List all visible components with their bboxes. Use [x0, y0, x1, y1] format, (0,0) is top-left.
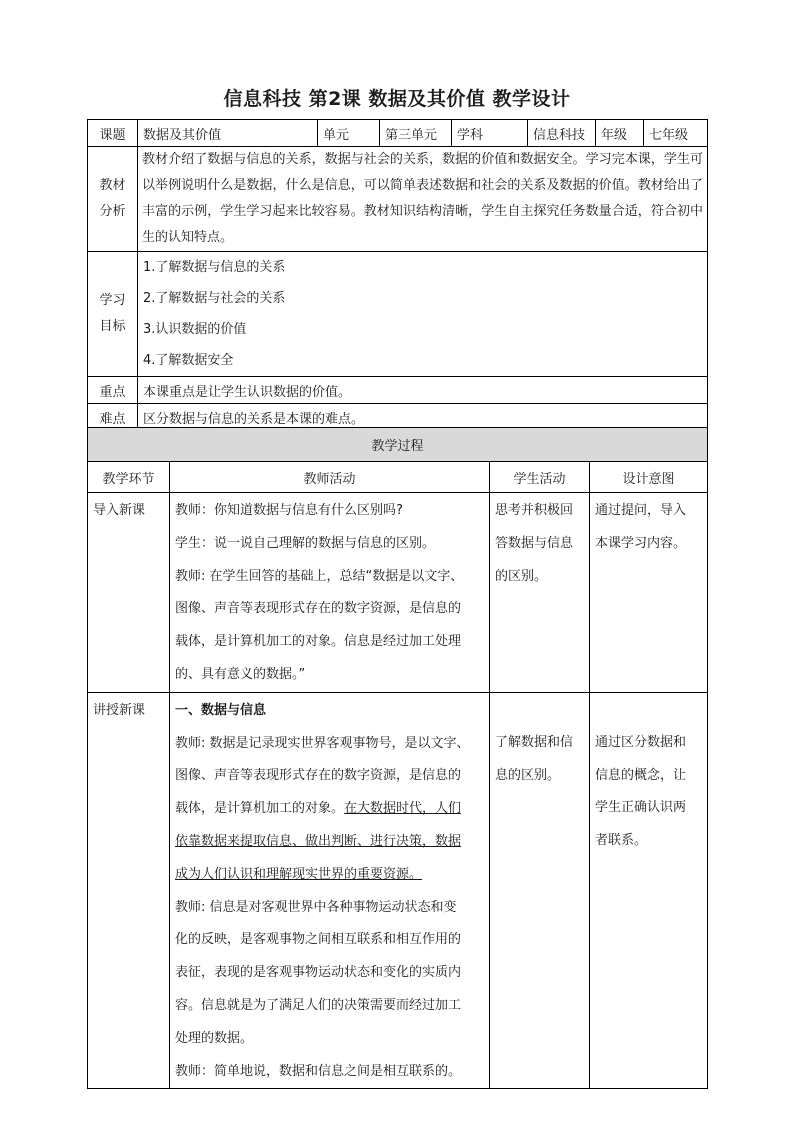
- grade-label: 年级: [596, 120, 644, 147]
- analysis-label: 教材 分析: [88, 147, 138, 252]
- lesson-info-table: [87, 119, 708, 431]
- intent-cell: 通过提问，导入 本课学习内容。: [590, 493, 708, 693]
- process-table: [87, 427, 708, 1089]
- lesson-label: 课题: [88, 120, 138, 147]
- objectives-row: [88, 252, 708, 377]
- table-row: [88, 692, 708, 1089]
- difficulty-label: 难点: [88, 404, 138, 431]
- unit-label: 单元: [318, 120, 380, 147]
- document-title: 信息科技 第2课 数据及其价值 教学设计: [223, 88, 571, 110]
- process-header-row: [88, 428, 708, 462]
- student-activity-cell: 了解数据和信 息的区别。: [490, 692, 590, 1089]
- col-teacher: 教师活动: [170, 462, 490, 493]
- process-header: 教学过程: [88, 428, 708, 462]
- col-student: 学生活动: [490, 462, 590, 493]
- table-row: [88, 493, 708, 693]
- key-point-label: 重点: [88, 377, 138, 404]
- teacher-activity-cell: 一、数据与信息 教师: 数据是记录现实世界客观事物号，是以文字、 图像、声音等表现形式存在的数字资源，是信息的 载体，是计算机加工的对象。在大数据时代，人们 依靠数据来提取信息、做出判断、进行决策，数据 成为人们认识和理解现实世界的重要资源。 教师: 信息是对客观世界中各种事物运动状态和变 化的反映，是客观事物之间相互联系和相互作用的 表征，表现的是客观事物运动状态和变化的实质内 容。信息就是为了满足人们的决策需要而经过加工 处理的数据。 教师：简单地说，数据和信息之间是相互联系的。: [170, 692, 490, 1089]
- objectives-list: [138, 252, 708, 377]
- analysis-row: [88, 147, 708, 252]
- objective-item: 4.了解数据安全: [143, 353, 234, 368]
- stage-cell: 导入新课: [88, 493, 170, 693]
- grade-value: 七年级: [644, 120, 708, 147]
- intent-cell: 通过区分数据和 信息的概念，让 学生正确认识两 者联系。: [590, 692, 708, 1089]
- objective-item: 1.了解数据与信息的关系: [143, 260, 286, 275]
- info-row: [88, 120, 708, 147]
- lesson-value: 数据及其价值: [138, 120, 318, 147]
- col-intent: 设计意图: [590, 462, 708, 493]
- key-point-text: 本课重点是让学生认识数据的价值。: [138, 377, 708, 404]
- key-point-row: [88, 377, 708, 404]
- col-stage: 教学环节: [88, 462, 170, 493]
- difficulty-text: 区分数据与信息的关系是本课的难点。: [138, 404, 708, 431]
- objective-item: 3.认识数据的价值: [143, 322, 247, 337]
- subject-value: 信息科技: [528, 120, 596, 147]
- column-header-row: [88, 462, 708, 493]
- analysis-text: 教材介绍了数据与信息的关系，数据与社会的关系，数据的价值和数据安全。学习完本课，学生可以举例说明什么是数据，什么是信息，可以简单表述数据和社会的关系及数据的价值。教材给出了丰富的示例，学生学习起来比较容易。教材知识结构清晰，学生自主探究任务数量合适，符合初中生的认知特点。: [138, 147, 708, 252]
- teacher-activity-cell: 教师：你知道数据与信息有什么区别吗? 学生：说一说自己理解的数据与信息的区别。 教师: 在学生回答的基础上，总结“数据是以文字、 图像、声音等表现形式存在的数字资源，是信息的 载体，是计算机加工的对象。信息是经过加工处理 的、具有意义的数据。”: [170, 493, 490, 693]
- subject-label: 学科: [452, 120, 528, 147]
- objectives-label: 学习 目标: [88, 252, 138, 377]
- objective-item: 2.了解数据与社会的关系: [143, 291, 286, 306]
- student-activity-cell: 思考并积极回 答数据与信息 的区别。: [490, 493, 590, 693]
- stage-cell: 讲授新课: [88, 692, 170, 1089]
- unit-value: 第三单元: [380, 120, 452, 147]
- section-heading: 一、数据与信息: [175, 702, 267, 718]
